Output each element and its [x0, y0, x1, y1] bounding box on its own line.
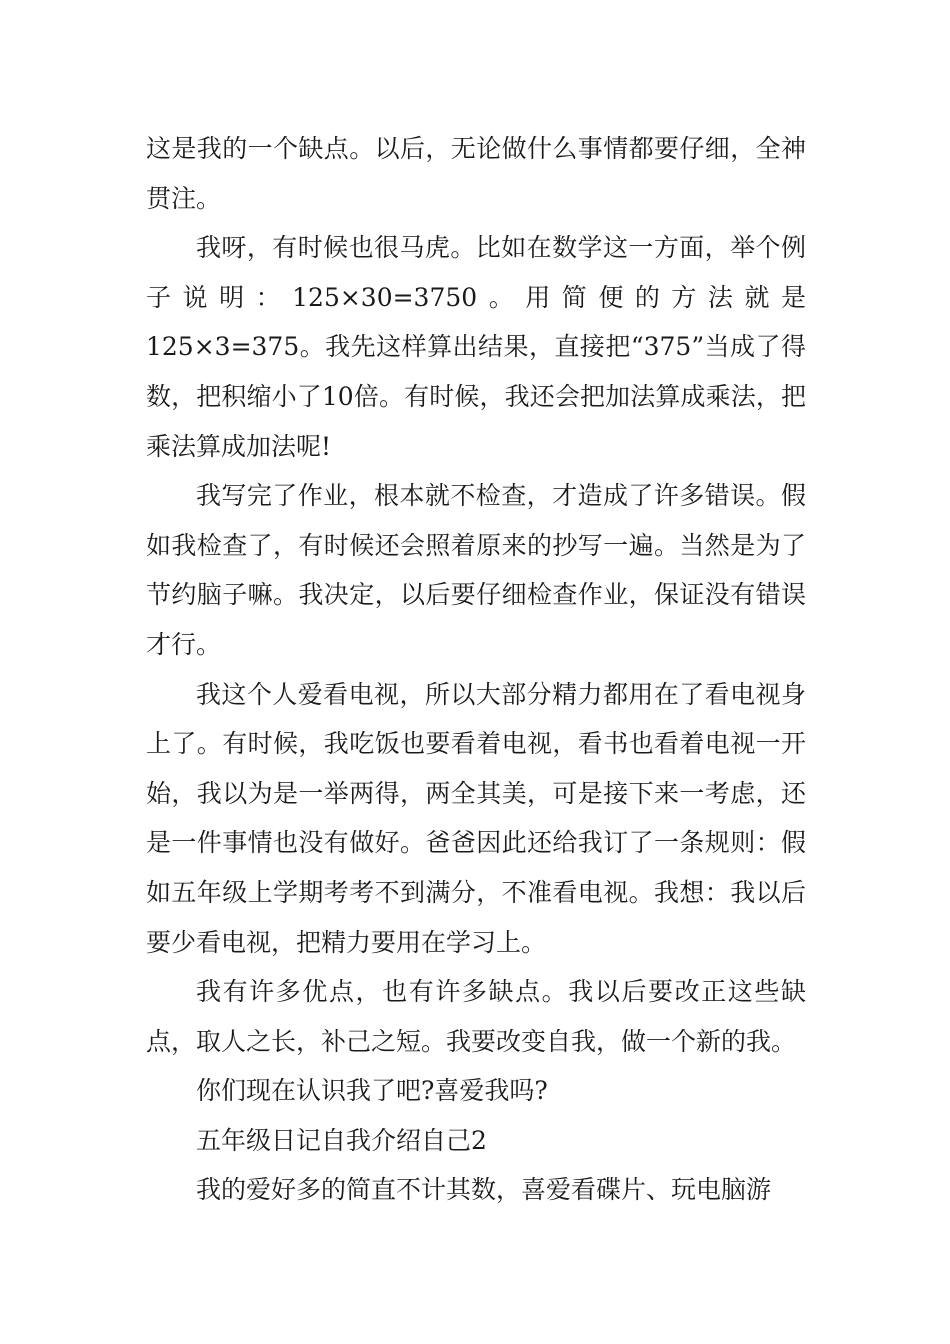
paragraph-continuation: 这是我的一个缺点。以后，无论做什么事情都要仔细，全神贯注。 — [146, 134, 806, 213]
paragraph-homework-check: 我写完了作业，根本就不检查，才造成了许多错误。假如我检查了，有时候还会照着原来的抄写一遍。当然是为了节约脑子嘛。我决定，以后要仔细检查作业，保证没有错误才行。 — [146, 481, 806, 659]
document-body — [146, 124, 806, 1215]
paragraph-hobbies: 我的爱好多的简直不计其数，喜爱看碟片、玩电脑游 — [196, 1175, 772, 1205]
paragraph-math-carelessness: 我呀，有时候也很马虎。比如在数学这一方面，举个例子说明：125×30=3750。用简便的方法就是125×3=375。我先这样算出结果，直接把“375”当成了得数，把积缩小了10倍。有时候，我还会把加法算成乘法，把乘法算成加法呢! — [146, 233, 806, 461]
paragraph-strengths-weaknesses: 我有许多优点，也有许多缺点。我以后要改正这些缺点，取人之长，补己之短。我要改变自我，做一个新的我。 — [146, 977, 806, 1056]
paragraph-closing-question: 你们现在认识我了吧?喜爱我吗? — [196, 1076, 548, 1106]
paragraph-watching-tv: 我这个人爱看电视，所以大部分精力都用在了看电视身上了。有时候，我吃饭也要看着电视，看书也看着电视一开始，我以为是一举两得，两全其美，可是接下来一考虑，还是一件事情也没有做好。爸爸因此还给我订了一条规则：假如五年级上学期考考不到满分，不准看电视。我想：我以后要少看电视，把精力要用在学习上。 — [146, 679, 806, 957]
section-heading: 五年级日记自我介绍自己2 — [196, 1125, 487, 1155]
